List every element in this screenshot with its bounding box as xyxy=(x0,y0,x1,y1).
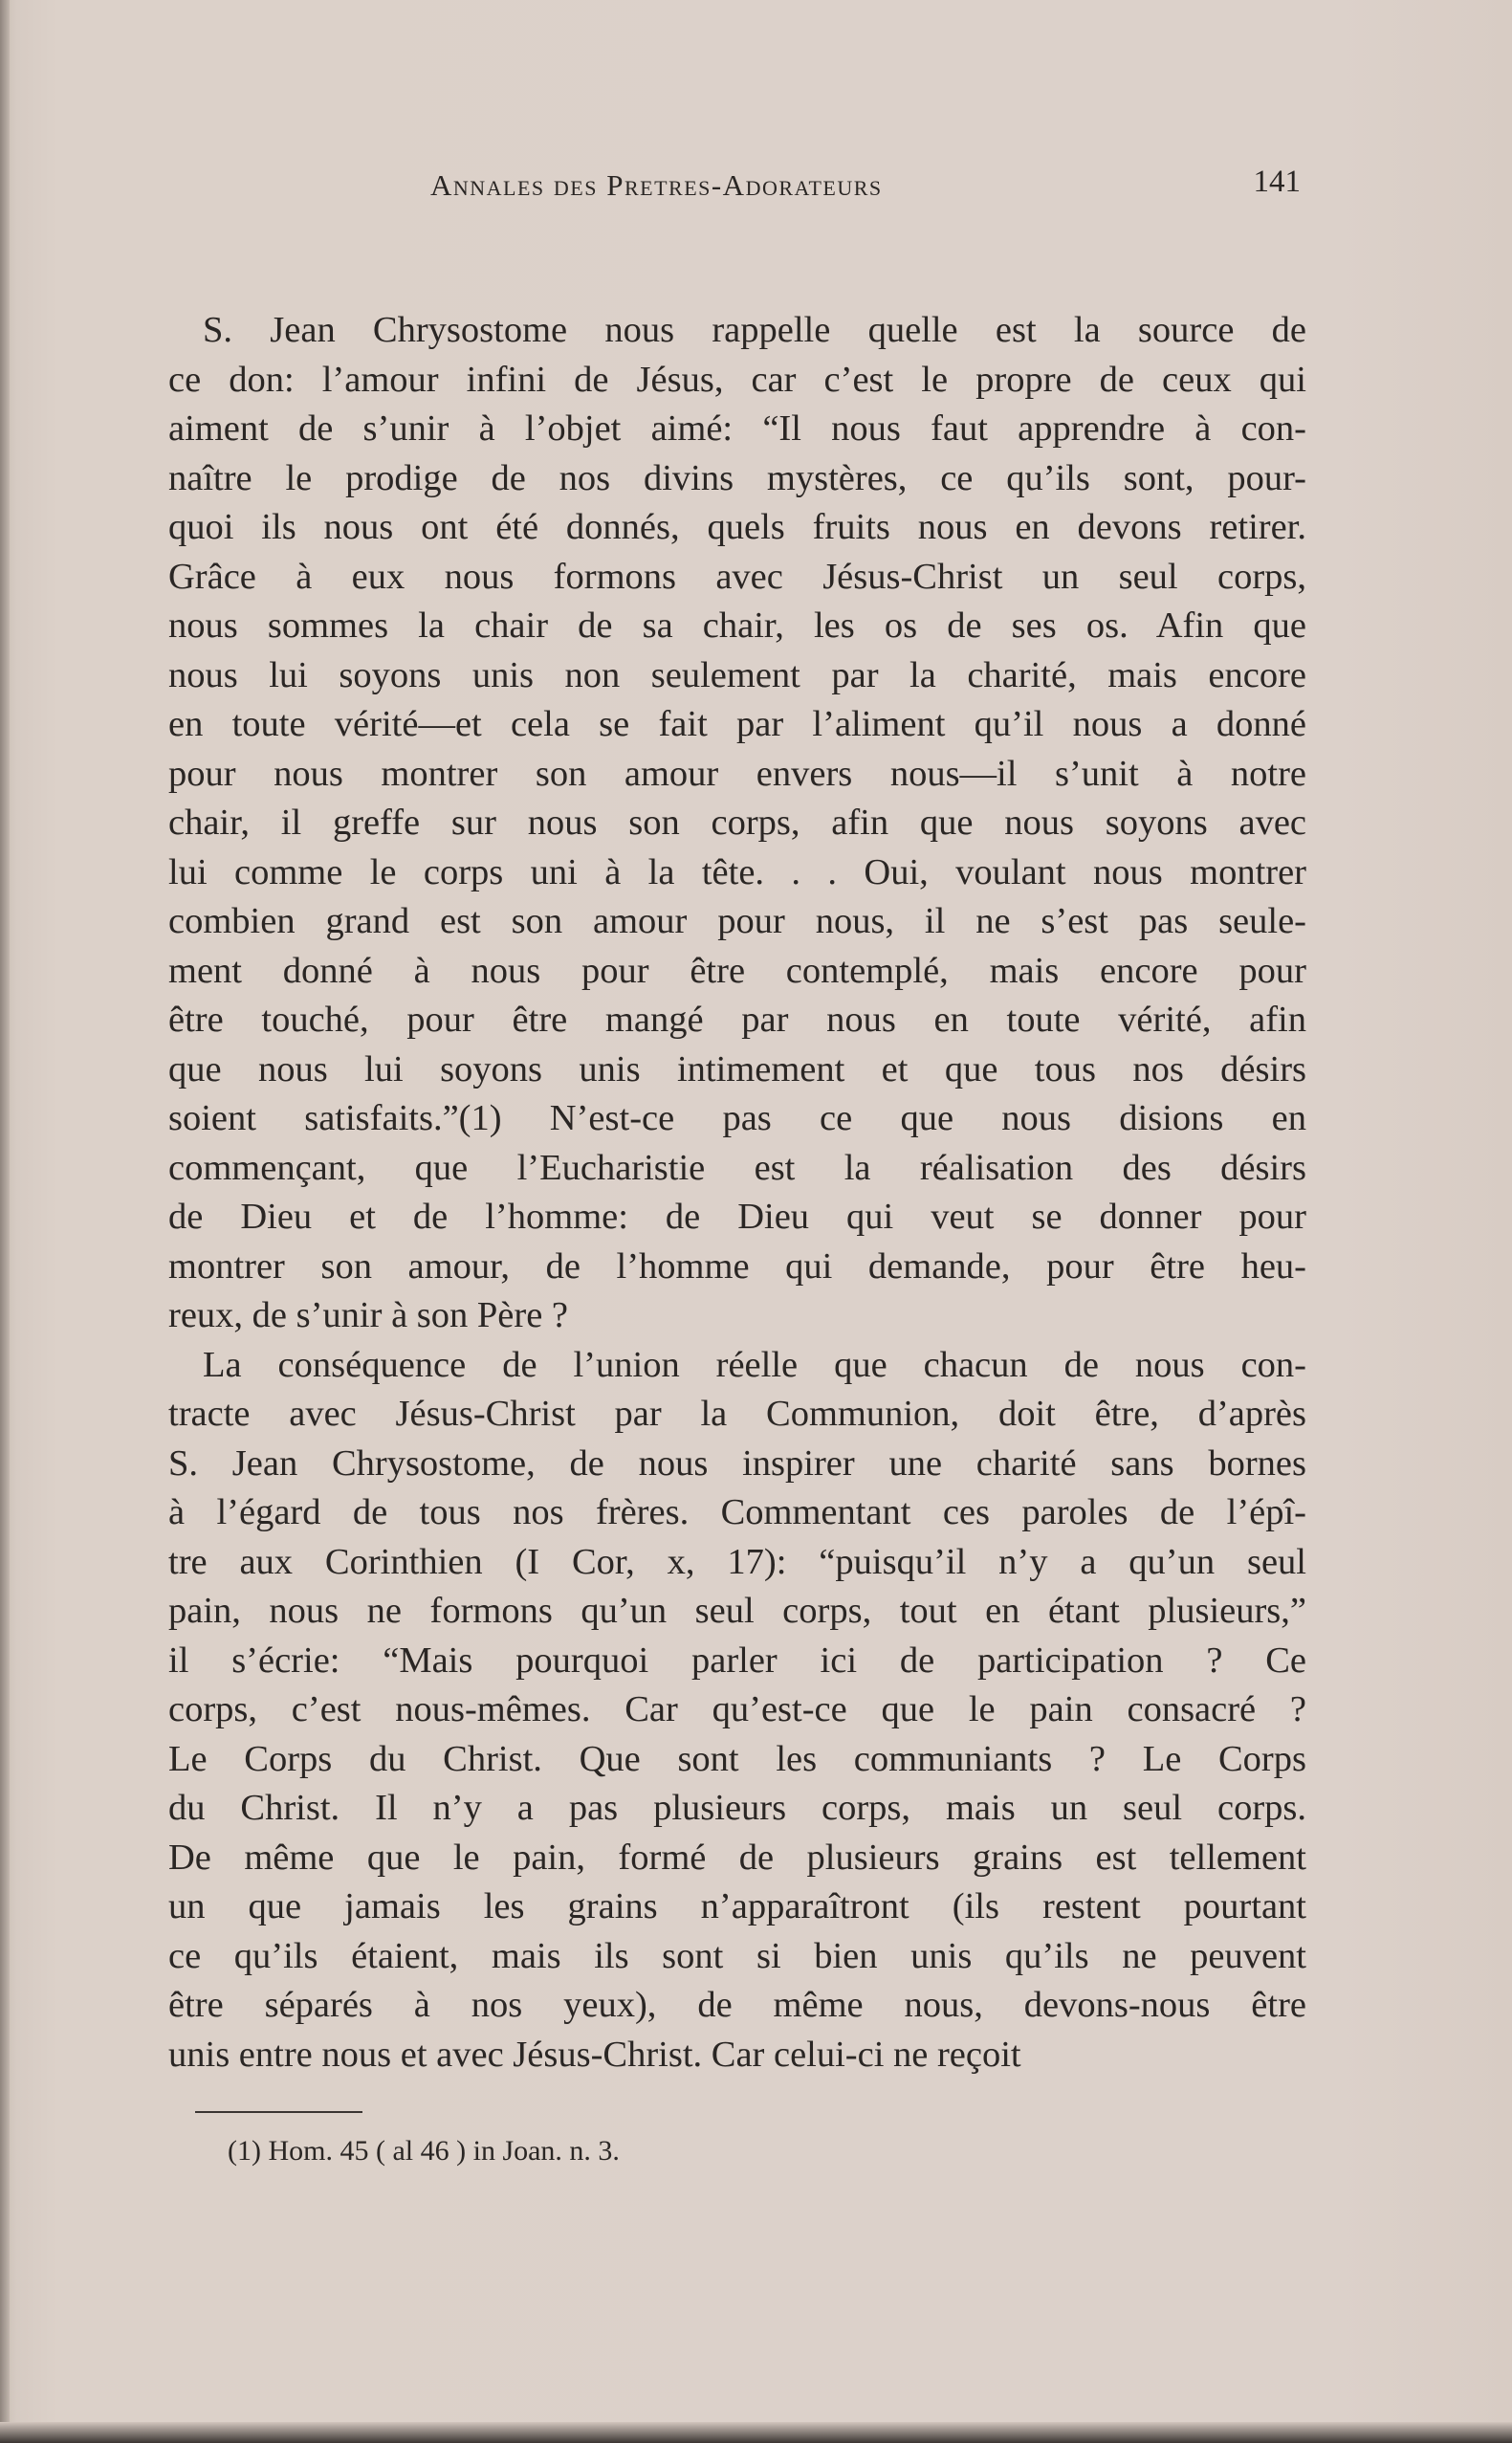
text-line: à l’égard de tous nos frères. Commentant ces paroles de l’épî- xyxy=(168,1492,1306,1532)
footnote: (1) Hom. 45 ( al 46 ) in Joan. n. 3. xyxy=(228,2135,620,2167)
text-line: pour nous montrer son amour envers nous—il s’unit à notre xyxy=(168,753,1306,794)
text-line: être touché, pour être mangé par nous en toute vérité, afin xyxy=(168,1000,1306,1040)
text-line: aiment de s’unir à l’objet aimé: “Il nous faut apprendre à con- xyxy=(168,408,1306,449)
text-line: unis entre nous et avec Jésus-Christ. Car celui-ci ne reçoit xyxy=(168,2034,1021,2075)
running-title: Annales des Pretres-Adorateurs xyxy=(430,168,883,202)
text-line: tracte avec Jésus-Christ par la Communion, doit être, d’après xyxy=(168,1394,1306,1434)
text-line: nous sommes la chair de sa chair, les os de ses os. Afin que xyxy=(168,605,1306,646)
page-header xyxy=(172,165,1301,216)
text-line: De même que le pain, formé de plusieurs grains est tellement xyxy=(168,1837,1306,1878)
page-number: 141 xyxy=(1253,165,1301,199)
text-line: naître le prodige de nos divins mystères, ce qu’ils sont, pour- xyxy=(168,457,1306,498)
text-line: chair, il greffe sur nous son corps, afin que nous soyons avec xyxy=(168,803,1306,843)
text-line: de Dieu et de l’homme: de Dieu qui veut se donner pour xyxy=(168,1197,1306,1237)
text-line: être séparés à nos yeux), de même nous, devons-nous être xyxy=(168,1985,1306,2025)
text-line: tre aux Corinthien (I Cor, x, 17): “puisqu’il n’y a qu’un seul xyxy=(168,1541,1306,1582)
text-line: S. Jean Chrysostome, de nous inspirer une charité sans bornes xyxy=(168,1442,1306,1484)
text-line: quoi ils nous ont été donnés, quels fruits nous en devons retirer. xyxy=(168,507,1306,547)
paragraph-2 xyxy=(168,1341,1306,2080)
footnote-divider xyxy=(195,2111,362,2113)
text-line: S. Jean Chrysostome nous rappelle quelle est la source de xyxy=(203,310,1306,350)
text-line: soient satisfaits.”(1) N’est-ce pas ce que nous disions en xyxy=(168,1098,1306,1138)
text-line: en toute vérité—et cela se fait par l’aliment qu’il nous a donné xyxy=(168,704,1306,744)
text-line: Le Corps du Christ. Que sont les communiants ? Le Corps xyxy=(168,1738,1306,1779)
text-line: que nous lui soyons unis intimement et que tous nos désirs xyxy=(168,1048,1306,1089)
text-line: montrer son amour, de l’homme qui demande, pour être heu- xyxy=(168,1245,1306,1287)
text-line: pain, nous ne formons qu’un seul corps, tout en étant plusieurs,” xyxy=(168,1591,1306,1631)
text-line: nous lui soyons unis non seulement par la charité, mais encore xyxy=(168,654,1306,695)
text-line: un que jamais les grains n’apparaîtront (ils restent pourtant xyxy=(168,1886,1306,1926)
text-line: ment donné à nous pour être contemplé, mais encore pour xyxy=(168,950,1306,991)
page-bottom-edge xyxy=(0,2422,1512,2443)
binding-edge xyxy=(0,0,10,2443)
text-line: du Christ. Il n’y a pas plusieurs corps, mais un seul corps. xyxy=(168,1788,1306,1828)
text-line: La conséquence de l’union réelle que chacun de nous con- xyxy=(203,1344,1306,1385)
text-line: corps, c’est nous-mêmes. Car qu’est-ce que le pain consacré ? xyxy=(168,1689,1306,1729)
text-line: lui comme le corps uni à la tête. . . Oui, voulant nous montrer xyxy=(168,851,1306,892)
text-line: reux, de s’unir à son Père ? xyxy=(168,1295,569,1335)
body-text xyxy=(168,306,1306,2080)
text-line: Grâce à eux nous formons avec Jésus-Christ un seul corps, xyxy=(168,556,1306,597)
text-line: il s’écrie: “Mais pourquoi parler ici de participation ? Ce xyxy=(168,1640,1306,1681)
text-line: commençant, que l’Eucharistie est la réalisation des désirs xyxy=(168,1147,1306,1188)
paragraph-1 xyxy=(168,306,1306,1341)
text-line: ce don: l’amour infini de Jésus, car c’est le propre de ceux qui xyxy=(168,359,1306,400)
text-line: combien grand est son amour pour nous, il ne s’est pas seule- xyxy=(168,901,1306,941)
text-line: ce qu’ils étaient, mais ils sont si bien unis qu’ils ne peuvent xyxy=(168,1935,1306,1976)
